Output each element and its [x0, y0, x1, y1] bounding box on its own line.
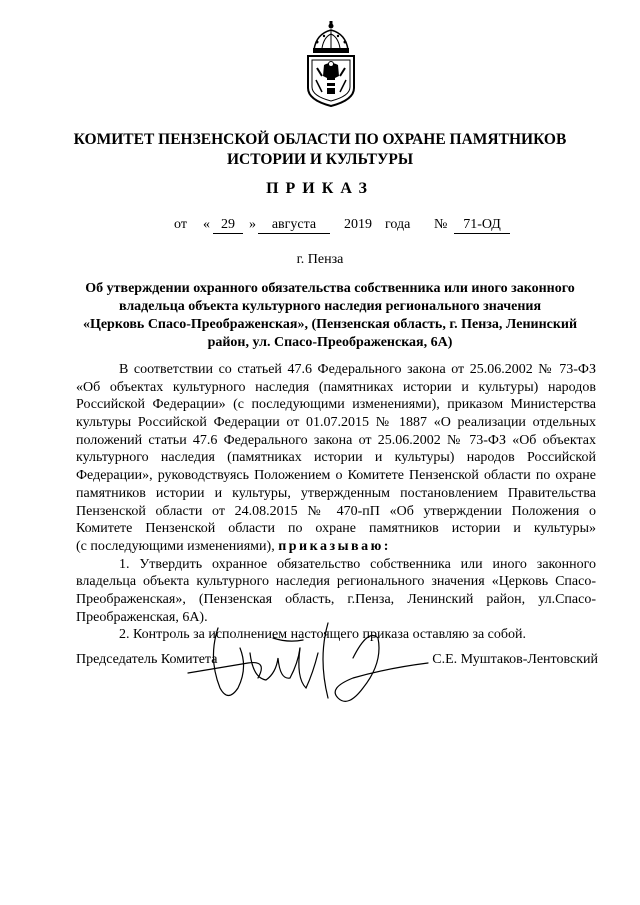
subject-line: владельца объекта культурного наследия регионального значения	[118, 299, 542, 314]
year-label: года	[385, 217, 411, 232]
item1-line: Преображенская, 6А).	[76, 609, 208, 625]
preamble-line: Пензенской области от 24.08.2015 № 470-пП «Об утверждении Положения о	[76, 503, 596, 519]
date-day: 29	[213, 217, 243, 234]
item1-line: владельца объекта культурного наследия регионального значения «Церковь Спасо-	[76, 574, 596, 590]
preamble-line: В соответствии со статьей 47.6 Федерального закона от 25.06.2002 № 73-ФЗ	[119, 362, 596, 377]
signatory-position: Председатель Комитета	[76, 652, 218, 667]
order-word: приказываю:	[278, 538, 391, 554]
coat-of-arms-emblem	[302, 20, 360, 108]
committee-name	[40, 130, 600, 170]
date-year: 2019	[344, 217, 372, 232]
preamble-line: культуры Российской Федерации от 01.07.2015 № 1887 «О реализации отдельных	[76, 415, 596, 431]
item1-line: 1. Утвердить охранное обязательство собственника или иного законного	[119, 556, 596, 572]
preamble-line: Российской Федерации» (с последующими изменениями), приказом Министерства	[76, 397, 596, 413]
item1-line: Преображенская», (Пензенская область, г.Пенза, Ленинский район, ул.Спасо-	[76, 591, 596, 607]
committee-name-line2: ИСТОРИИ И КУЛЬТУРЫ	[226, 151, 414, 168]
subject-line: «Церковь Спасо-Преображенская», (Пензенская область, г. Пенза, Ленинский	[82, 317, 578, 332]
preamble-line: «Об объектах культурного наследия (памятниках истории и культуры) народов	[76, 379, 596, 395]
preamble-last-line	[76, 538, 596, 556]
committee-name-line1: КОМИТЕТ ПЕНЗЕНСКОЙ ОБЛАСТИ ПО ОХРАНЕ ПАМЯТНИКОВ	[73, 131, 567, 148]
order-subject	[70, 280, 590, 352]
subject-line: район, ул. Спасо-Преображенская, 6А)	[207, 335, 453, 350]
preamble-last-text: (с последующими изменениями),	[76, 538, 275, 554]
preamble-line: Комитете Пензенской области по охране памятников истории и культуры»	[76, 521, 596, 537]
subject-line: Об утверждении охранного обязательства собственника или иного законного	[85, 281, 575, 296]
order-number: 71-ОД	[454, 217, 510, 234]
preamble-line: Федерации», руководствуясь Положением о Комитете Пензенской области по охране	[76, 468, 596, 484]
preamble-line: памятников истории и культуры, утвержденным постановлением Правительства	[76, 485, 596, 501]
quote-close: »	[249, 217, 256, 232]
preamble-line: культурного наследия (памятниках истории и культуры) народов Российской	[76, 450, 596, 466]
date-month: августа	[258, 217, 330, 234]
handwritten-signature	[178, 618, 438, 713]
quote-open: «	[203, 217, 210, 232]
signatory-name: С.Е. Муштаков-Лентовский	[432, 652, 598, 667]
item2-line: 2. Контроль за исполнением настоящего приказа оставляю за собой.	[119, 627, 527, 643]
number-sign: №	[434, 217, 448, 232]
from-label: от	[174, 217, 187, 232]
city-label: г. Пенза	[296, 252, 344, 267]
preamble-line: положений статьи 47.6 Федерального закона от 25.06.2002 № 73-ФЗ «Об объектах	[76, 432, 596, 448]
document-type-title: ПРИКАЗ	[266, 180, 374, 197]
date-number-line	[0, 217, 640, 237]
order-body	[76, 361, 596, 644]
